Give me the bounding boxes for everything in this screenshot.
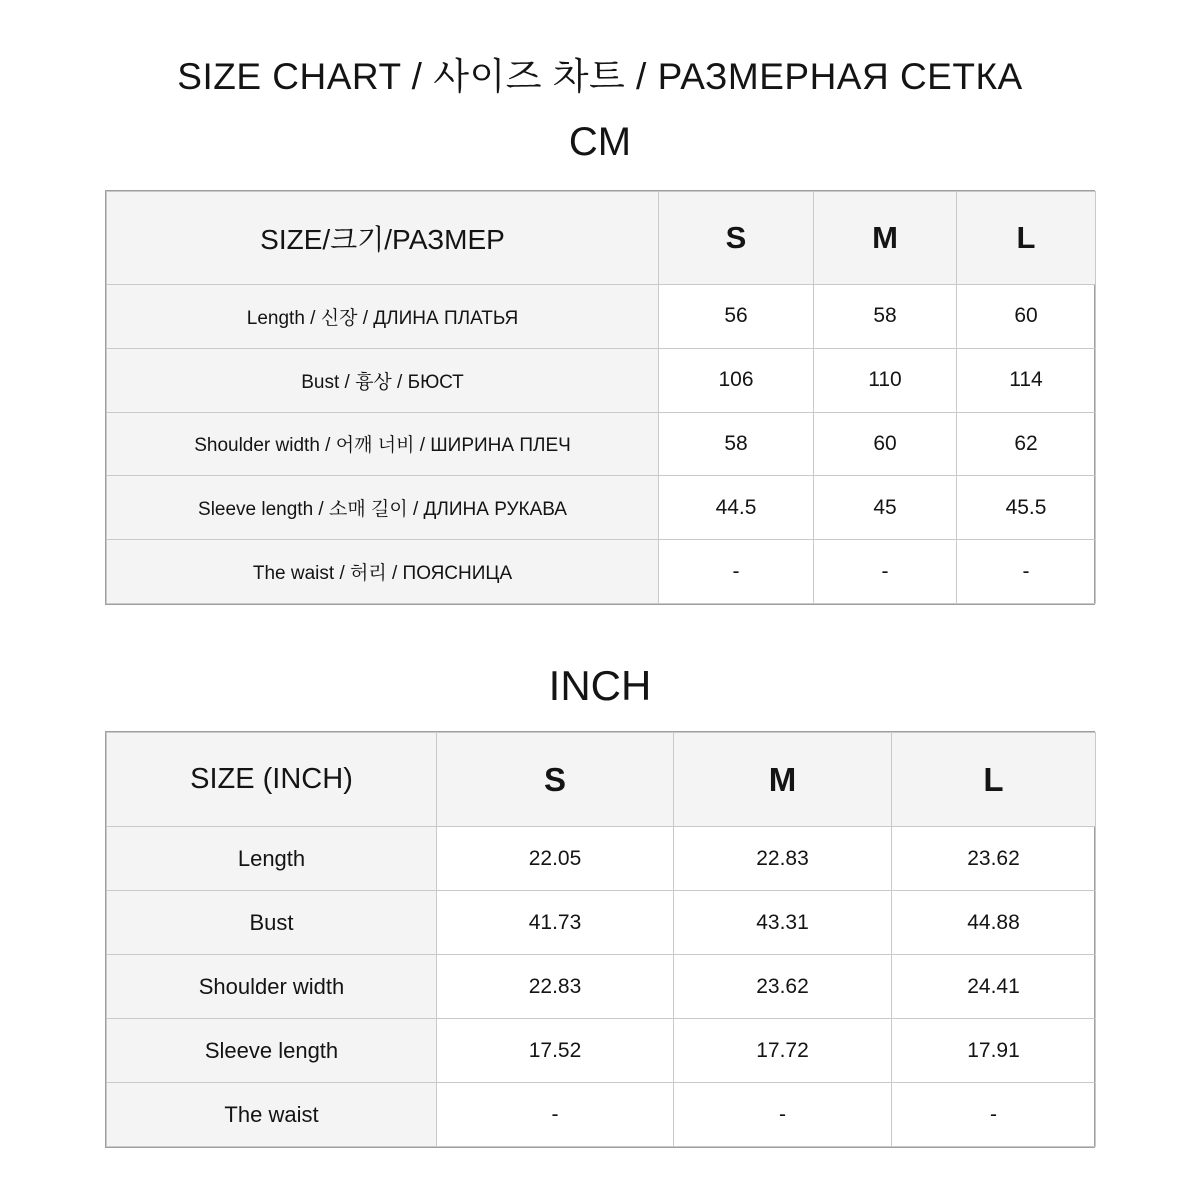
cm-row-shoulder-width-label: Shoulder width / 어깨 너비 / ШИРИНА ПЛЕЧ bbox=[107, 412, 659, 476]
inch-size-table bbox=[105, 731, 1095, 1148]
cm-row-bust-value-s: 106 bbox=[659, 348, 814, 412]
inch-header-size-l: L bbox=[892, 733, 1096, 827]
cm-row-bust-value-m: 110 bbox=[814, 348, 957, 412]
inch-row-sleeve-length-label: Sleeve length bbox=[107, 1019, 437, 1083]
inch-row-sleeve-length-value-s: 17.52 bbox=[437, 1019, 674, 1083]
cm-row-length-value-m: 58 bbox=[814, 285, 957, 349]
inch-row-waist-value-l: - bbox=[892, 1083, 1096, 1147]
page-title: SIZE CHART / 사이즈 차트 / РАЗМЕРНАЯ СЕТКА bbox=[177, 56, 1023, 97]
cm-header-size-l: L bbox=[957, 192, 1096, 285]
cm-header-size-s: S bbox=[659, 192, 814, 285]
cm-row-length bbox=[107, 285, 1096, 349]
cm-row-bust-label: Bust / 흉상 / БЮСТ bbox=[107, 348, 659, 412]
cm-row-shoulder-width bbox=[107, 412, 1096, 476]
cm-header-size-m: M bbox=[814, 192, 957, 285]
cm-size-table bbox=[105, 190, 1095, 605]
inch-row-sleeve-length bbox=[107, 1019, 1096, 1083]
inch-row-length bbox=[107, 827, 1096, 891]
inch-section-title: INCH bbox=[548, 662, 652, 709]
cm-row-sleeve-length bbox=[107, 476, 1096, 540]
cm-row-sleeve-length-value-s: 44.5 bbox=[659, 476, 814, 540]
inch-row-waist-value-m: - bbox=[674, 1083, 892, 1147]
inch-header-size-m: M bbox=[674, 733, 892, 827]
inch-row-length-value-l: 23.62 bbox=[892, 827, 1096, 891]
inch-table-header-row bbox=[107, 733, 1096, 827]
cm-row-sleeve-length-label: Sleeve length / 소매 길이 / ДЛИНА РУКАВА bbox=[107, 476, 659, 540]
cm-row-length-value-s: 56 bbox=[659, 285, 814, 349]
inch-row-shoulder-width-label: Shoulder width bbox=[107, 955, 437, 1019]
inch-row-waist bbox=[107, 1083, 1096, 1147]
inch-row-shoulder-width-value-s: 22.83 bbox=[437, 955, 674, 1019]
cm-row-waist bbox=[107, 540, 1096, 604]
inch-row-shoulder-width-value-l: 24.41 bbox=[892, 955, 1096, 1019]
inch-row-sleeve-length-value-l: 17.91 bbox=[892, 1019, 1096, 1083]
cm-row-length-value-l: 60 bbox=[957, 285, 1096, 349]
inch-row-waist-label: The waist bbox=[107, 1083, 437, 1147]
inch-row-bust-value-m: 43.31 bbox=[674, 891, 892, 955]
inch-row-bust-value-s: 41.73 bbox=[437, 891, 674, 955]
inch-row-bust bbox=[107, 891, 1096, 955]
cm-row-length-label: Length / 신장 / ДЛИНА ПЛАТЬЯ bbox=[107, 285, 659, 349]
inch-header-label-cell: SIZE (INCH) bbox=[107, 733, 437, 827]
cm-row-bust bbox=[107, 348, 1096, 412]
inch-row-bust-value-l: 44.88 bbox=[892, 891, 1096, 955]
inch-row-shoulder-width-value-m: 23.62 bbox=[674, 955, 892, 1019]
cm-row-waist-value-m: - bbox=[814, 540, 957, 604]
cm-row-waist-label: The waist / 허리 / ПОЯСНИЦА bbox=[107, 540, 659, 604]
cm-size-table-grid bbox=[106, 191, 1096, 604]
inch-size-table-grid bbox=[106, 732, 1096, 1147]
cm-row-shoulder-width-value-m: 60 bbox=[814, 412, 957, 476]
inch-row-sleeve-length-value-m: 17.72 bbox=[674, 1019, 892, 1083]
cm-section-title: CM bbox=[568, 120, 632, 164]
inch-row-length-value-s: 22.05 bbox=[437, 827, 674, 891]
cm-header-label-cell: SIZE/크기/РАЗМЕР bbox=[107, 192, 659, 285]
inch-row-shoulder-width bbox=[107, 955, 1096, 1019]
inch-row-length-label: Length bbox=[107, 827, 437, 891]
cm-table-header-row bbox=[107, 192, 1096, 285]
cm-row-shoulder-width-value-l: 62 bbox=[957, 412, 1096, 476]
cm-row-waist-value-s: - bbox=[659, 540, 814, 604]
inch-row-length-value-m: 22.83 bbox=[674, 827, 892, 891]
inch-header-size-s: S bbox=[437, 733, 674, 827]
cm-row-bust-value-l: 114 bbox=[957, 348, 1096, 412]
inch-row-waist-value-s: - bbox=[437, 1083, 674, 1147]
inch-row-bust-label: Bust bbox=[107, 891, 437, 955]
cm-row-shoulder-width-value-s: 58 bbox=[659, 412, 814, 476]
cm-row-sleeve-length-value-m: 45 bbox=[814, 476, 957, 540]
cm-row-waist-value-l: - bbox=[957, 540, 1096, 604]
cm-row-sleeve-length-value-l: 45.5 bbox=[957, 476, 1096, 540]
